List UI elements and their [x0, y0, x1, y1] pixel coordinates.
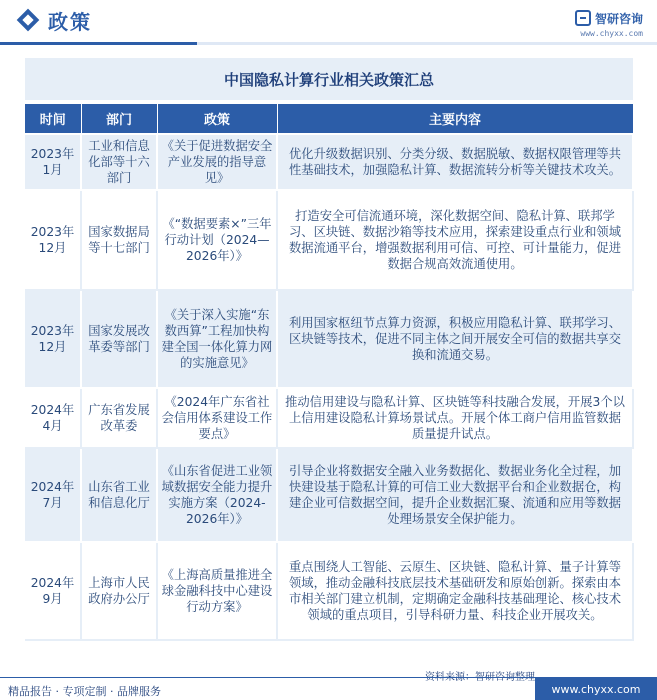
column-header-time: 时间 — [25, 104, 81, 134]
table-row — [25, 290, 633, 388]
cell-policy: 《山东省促进工业领域数据安全能力提升实施方案（2024-2026年）》 — [157, 448, 277, 542]
cell-content: 利用国家枢纽节点算力资源，积极应用隐私计算、联邦学习、区块链等技术，促进不同主体之间开展安全可信的数据共享交换和流通交易。 — [277, 290, 633, 388]
cell-dept: 山东省工业和信息化厅 — [81, 448, 157, 542]
brand-name: 智研咨询 — [594, 11, 643, 26]
table-row — [25, 190, 633, 290]
table-row — [25, 448, 633, 542]
cell-time: 2023年12月 — [25, 190, 81, 290]
footer-tagline: 精品报告 · 专项定制 · 品牌服务 — [8, 685, 161, 698]
cell-time: 2023年12月 — [25, 290, 81, 388]
cell-time: 2024年4月 — [25, 388, 81, 448]
column-header-content: 主要内容 — [277, 104, 633, 134]
brand-logo-group — [575, 8, 643, 28]
table-title: 中国隐私计算行业相关政策汇总 — [25, 58, 633, 104]
column-header-policy: 政策 — [157, 104, 277, 134]
cell-content: 重点围绕人工智能、云原生、区块链、隐私计算、量子计算等领域，推动金融科技底层技术基础研发和原始创新。探索由本市相关部门建立机制，定期确定金融科技基础理论、核心技术领域的重点项目，引导科研力量、科技企业开展攻关。 — [277, 542, 633, 640]
cell-dept: 上海市人民政府办公厅 — [81, 542, 157, 640]
cell-dept: 国家发展改革委等部门 — [81, 290, 157, 388]
cell-content: 打造安全可信流通环境，深化数据空间、隐私计算、联邦学习、区块链、数据沙箱等技术应用，探索建设重点行业和领域数据流通平台，增强数据利用可信、可控、可计量能力，促进数据合规高效流通使用。 — [277, 190, 633, 290]
cell-policy: 《2024年广东省社会信用体系建设工作要点》 — [157, 388, 277, 448]
header-divider — [0, 42, 657, 45]
cell-policy: 《“数据要素×”三年行动计划（2024—2026年）》 — [157, 190, 277, 290]
brand-url: www.chyxx.com — [580, 29, 643, 38]
cell-time: 2024年9月 — [25, 542, 81, 640]
cell-time: 2024年7月 — [25, 448, 81, 542]
table-row — [25, 134, 633, 190]
section-title: 政策 — [48, 10, 92, 34]
cell-content: 优化升级数据识别、分类分级、数据脱敏、数据权限管理等共性基础技术，加强隐私计算、数据流转分析等关键技术攻关。 — [277, 134, 633, 190]
column-header-dept: 部门 — [81, 104, 157, 134]
table-row — [25, 542, 633, 640]
policy-table — [25, 104, 634, 641]
cell-policy: 《上海高质量推进全球金融科技中心建设行动方案》 — [157, 542, 277, 640]
policy-table-container — [25, 58, 633, 641]
footer-url[interactable]: www.chyxx.com — [535, 678, 657, 700]
cell-content: 引导企业将数据安全融入业务数据化、数据业务化全过程，加快建设基于隐私计算的可信工业大数据平台和企业数据仓，构建企业可信数据空间，提升企业数据汇聚、流通和应用等数据处理场景安全保护能力。 — [277, 448, 633, 542]
brand-logo-icon — [575, 10, 591, 26]
source-note — [425, 668, 535, 683]
header-bar — [0, 0, 657, 42]
cell-time: 2023年1月 — [25, 134, 81, 190]
cell-policy: 《关于深入实施“东数西算”工程加快构建全国一体化算力网的实施意见》 — [157, 290, 277, 388]
cell-policy: 《关于促进数据安全产业发展的指导意见》 — [157, 134, 277, 190]
table-row — [25, 388, 633, 448]
table-header-row — [25, 104, 633, 134]
cell-dept: 国家数据局等十七部门 — [81, 190, 157, 290]
cell-dept: 广东省发展改革委 — [81, 388, 157, 448]
cell-content: 推动信用建设与隐私计算、区块链等科技融合发展，开展3个以上信用建设隐私计算场景试点。开展个体工商户信用监管数据质量提升试点。 — [277, 388, 633, 448]
cell-dept: 工业和信息化部等十六部门 — [81, 134, 157, 190]
